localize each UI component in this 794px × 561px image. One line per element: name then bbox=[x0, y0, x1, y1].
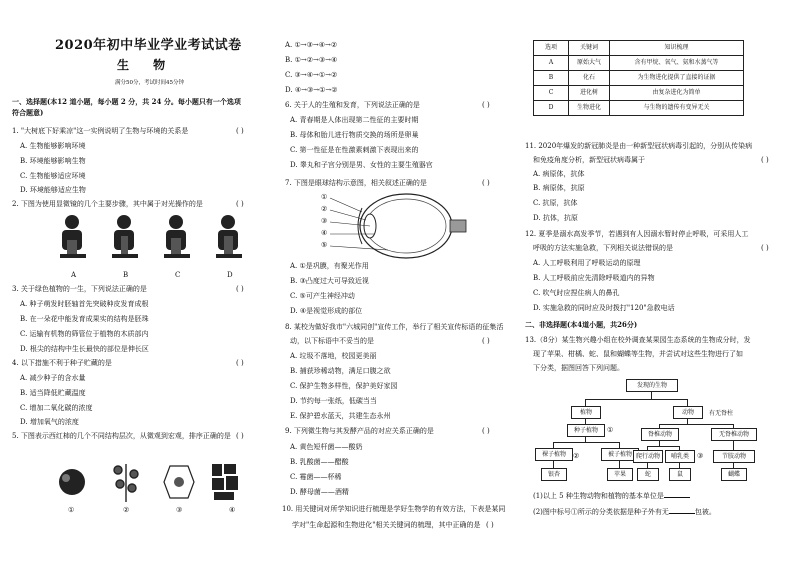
q12-option-d: D. 实施急救的同时应及时拨打"120"急救电话 bbox=[533, 304, 675, 312]
q8-stem-line2: 动，以下标语中不妥当的是 bbox=[290, 337, 374, 345]
eyeball-diagram bbox=[318, 190, 468, 262]
subject-title: 生 物 bbox=[117, 58, 176, 72]
microscope-steps-figure bbox=[58, 212, 248, 268]
q11-option-c: C. 抗原，抗体 bbox=[533, 199, 578, 207]
table-header-option: 选项 bbox=[534, 41, 569, 56]
table-row bbox=[534, 56, 744, 71]
microscope-step-d-image bbox=[216, 215, 242, 258]
microscope-step-a-image bbox=[60, 215, 86, 258]
column-left bbox=[0, 0, 265, 561]
q8-option-c: C. 保护生物多样性，保护美好家园 bbox=[290, 382, 398, 390]
q12-option-c: C. 吹气时应捏住病人的鼻孔 bbox=[533, 289, 620, 297]
microscope-step-b-image bbox=[112, 215, 138, 258]
q4-option-b: B. 适当降低贮藏温度 bbox=[20, 389, 86, 397]
q5-option-a: A. ①→③→④→② bbox=[285, 41, 338, 49]
q13-sub2-tail: 包被。 bbox=[694, 508, 716, 516]
table-cell: 进化树 bbox=[569, 86, 610, 101]
leaf-apple: 苹果 bbox=[607, 468, 633, 481]
table-cell: B bbox=[534, 71, 569, 86]
q13-sub2-text: (2)图中标号①所示的分类依据是种子外有无 bbox=[533, 508, 669, 516]
tomato-cell-image bbox=[212, 464, 238, 500]
q1-option-a: A. 生物能够影响环境 bbox=[20, 142, 86, 150]
q12-option-a: A. 人工呼吸利用了呼吸运动的原理 bbox=[533, 259, 641, 267]
tomato-fruit-image bbox=[59, 469, 85, 495]
q3-option-d: D. 根尖的结构中生长最快的部位是伸长区 bbox=[20, 345, 149, 353]
q10-table bbox=[533, 40, 744, 116]
node-animal: 动物 bbox=[673, 406, 703, 419]
microscope-step-c-image bbox=[164, 215, 190, 258]
node-seed-plant: 种子植物 bbox=[567, 424, 605, 437]
q6-paren: ( ) bbox=[482, 101, 490, 109]
table-row bbox=[534, 71, 744, 86]
q9-paren: ( ) bbox=[482, 427, 490, 435]
table-header-row bbox=[534, 41, 744, 56]
table-cell: 化石 bbox=[569, 71, 610, 86]
table-cell: 由复杂进化为简单 bbox=[610, 86, 744, 101]
q8-option-e: E. 保护碧水蓝天，共建生态永州 bbox=[290, 412, 391, 420]
node-marker-1: ① bbox=[607, 426, 614, 434]
node-marker-2: ② bbox=[573, 452, 580, 460]
q2-label-d: D bbox=[227, 271, 233, 279]
q2-label-a: A bbox=[71, 271, 77, 279]
tomato-levels-figure bbox=[52, 458, 252, 506]
q7-paren: ( ) bbox=[482, 179, 490, 187]
q11-stem-line2: 和免疫角度分析，新型冠状病毒属于 bbox=[533, 156, 645, 164]
node-plant: 植物 bbox=[571, 406, 601, 419]
q6-stem: 6. 关于人的生殖和发育，下列说法正确的是 bbox=[285, 101, 420, 109]
eye-part-2: ② bbox=[321, 205, 328, 213]
q13-stem-line3: 下分类，据图回答下列问题。 bbox=[533, 364, 624, 372]
q3-option-b: B. 在一朵花中能发育成果实的结构是胚珠 bbox=[20, 315, 149, 323]
q9-stem: 9. 下列微生物与其发酵产品的对应关系正确的是 bbox=[285, 427, 434, 435]
q11-option-b: B. 病原体，抗原 bbox=[533, 184, 585, 192]
q13-sub1 bbox=[533, 491, 690, 501]
leaf-mouse: 鼠 bbox=[669, 468, 691, 481]
q2-label-c: C bbox=[175, 271, 181, 279]
q6-option-a: A. 青春期是人体出现第二性征的主要时期 bbox=[290, 116, 419, 124]
q2-stem: 2. 下图为使用显微镜的几个主要步骤，其中属于对光操作的是 bbox=[12, 200, 203, 208]
q5-label-1: ① bbox=[68, 506, 75, 514]
column-right bbox=[523, 0, 794, 561]
q7-option-a: A. ①是巩膜，有聚光作用 bbox=[290, 262, 369, 270]
q11-option-a: A. 病原体，抗体 bbox=[533, 170, 585, 178]
q1-stem: 1. "大树底下好乘凉"这一实例说明了生物与环境的关系是 bbox=[12, 127, 189, 135]
q5-stem: 5. 下图表示西红柿的几个不同结构层次，从微观到宏观，排序正确的是 bbox=[12, 432, 231, 440]
q8-option-d: D. 节约每一张纸，低碳当当 bbox=[290, 397, 377, 405]
q3-option-c: C. 运输有机物的筛管位于植物的木质部内 bbox=[20, 330, 149, 338]
leaf-butterfly: 蝴蝶 bbox=[721, 468, 747, 481]
table-cell: 含有甲烷、氧气、氨和水蒸气等 bbox=[610, 56, 744, 71]
q5-label-2: ② bbox=[123, 506, 130, 514]
q12-option-b: B. 人工呼吸前应先清除呼吸道内的异物 bbox=[533, 274, 655, 282]
q13-stem-line2: 现了苹果、柑橘、蛇、鼠和蝴蝶等生物，并尝试对这些生物进行了如 bbox=[533, 350, 743, 358]
q13-sub1-blank[interactable] bbox=[664, 491, 690, 498]
q5-label-3: ③ bbox=[176, 506, 183, 514]
eye-part-1: ① bbox=[321, 193, 328, 201]
q4-paren: ( ) bbox=[236, 359, 244, 367]
q10-stem-line1: 10. 用关键词对所学知识进行梳理是学好生物学的有效方法，下表是某同 bbox=[282, 505, 506, 513]
q13-stem-line1: 13.（8分）某生物兴趣小组在校外调查某果园生态系统的生物成分时，发 bbox=[525, 336, 751, 344]
q3-stem: 3. 关于绿色植物的一生，下列说法正确的是 bbox=[12, 285, 147, 293]
q8-option-b: B. 捕获珍稀动物，满足口腹之欲 bbox=[290, 367, 391, 375]
q13-sub2 bbox=[533, 507, 716, 517]
node-invertebrate: 无脊椎动物 bbox=[711, 428, 757, 441]
node-gymnosperm: 裸子植物 bbox=[535, 448, 573, 461]
q13-sub1-text: (1)以上 5 种生物动物和植物的基本单位是 bbox=[533, 492, 664, 500]
q4-option-a: A. 减少种子的含水量 bbox=[20, 374, 86, 382]
q6-option-d: D. 睾丸和子宫分别是男、女性的主要生殖器官 bbox=[290, 161, 433, 169]
q7-option-d: D. ④是视觉形成的部位 bbox=[290, 307, 363, 315]
q3-option-a: A. 种子萌发时胚轴首先突破种皮发育成根 bbox=[20, 300, 149, 308]
tomato-tissue-image bbox=[164, 466, 194, 498]
q4-stem: 4. 以下措施不利于种子贮藏的是 bbox=[12, 359, 112, 367]
q7-option-c: C. ⑤可产生神经冲动 bbox=[290, 292, 355, 300]
q12-stem-line1: 12. 夏季是溺水高发季节，若遇到有人因溺水暂时停止呼吸，可采用人工 bbox=[525, 230, 749, 238]
table-row bbox=[534, 86, 744, 101]
q1-option-d: D. 环境能够适应生物 bbox=[20, 186, 86, 194]
q13-sub2-blank[interactable] bbox=[669, 507, 695, 514]
table-cell: C bbox=[534, 86, 569, 101]
eye-part-5: ⑤ bbox=[321, 241, 328, 249]
node-reptile: 爬行动物 bbox=[633, 450, 663, 463]
table-cell: 原始大气 bbox=[569, 56, 610, 71]
node-mammal: 哺乳类 bbox=[665, 450, 695, 463]
q5-option-d: D. ④→③→①→② bbox=[285, 86, 338, 94]
table-cell: 为生物进化提供了直接的证据 bbox=[610, 71, 744, 86]
section2-heading: 二、非选择题(本4道小题，共26分) bbox=[525, 320, 638, 329]
q11-stem-line1: 11. 2020年爆发的新冠肺炎是由一种新型冠状病毒引起的，分别从传染病 bbox=[525, 142, 753, 150]
q1-option-b: B. 环境能够影响生物 bbox=[20, 157, 86, 165]
table-cell: 与生物的遗传有变异无关 bbox=[610, 101, 744, 116]
q3-paren: ( ) bbox=[236, 285, 244, 293]
table-row bbox=[534, 101, 744, 116]
exam-meta: 满分50分，考试时间45分钟 bbox=[115, 80, 184, 86]
column-middle bbox=[268, 0, 520, 561]
table-header-knowledge: 知识梳理 bbox=[610, 41, 744, 56]
q8-option-a: A. 垃圾不落地，校园更美丽 bbox=[290, 352, 377, 360]
table-cell: D bbox=[534, 101, 569, 116]
table-cell: A bbox=[534, 56, 569, 71]
node-root: 发现的生物 bbox=[626, 379, 678, 392]
q1-option-c: C. 生物能够适应环境 bbox=[20, 172, 86, 180]
section1-heading-line1: 一、选择题(本12 道小题，每小题 2 分，共 24 分。每小题只有一个选项 bbox=[12, 97, 241, 106]
node-marker-3: ③ bbox=[697, 452, 704, 460]
section1-heading-line2: 符合题意) bbox=[12, 108, 44, 117]
node-arthropod: 节肢动物 bbox=[713, 450, 755, 463]
q9-option-a: A. 黄色短杆菌——酸奶 bbox=[290, 443, 363, 451]
q6-option-b: B. 母体和胎儿进行物质交换的场所是卵巢 bbox=[290, 131, 419, 139]
q8-paren: ( ) bbox=[482, 337, 490, 345]
q7-option-b: B. ③凸度过大可导致近视 bbox=[290, 277, 369, 285]
q2-label-b: B bbox=[123, 271, 129, 279]
eye-part-4: ④ bbox=[321, 229, 328, 237]
q12-stem-line2: 呼吸的方法实施急救，下列相关说法错误的是 bbox=[533, 244, 673, 252]
q4-option-c: C. 增加二氧化碳的浓度 bbox=[20, 404, 93, 412]
page-title: 2020年初中毕业学业考试试卷 bbox=[55, 38, 242, 53]
q10-stem-line2: 学对"生命起源和生物进化"相关关键词的梳理，其中正确的是 bbox=[292, 521, 481, 529]
q5-option-c: C. ③→④→①→② bbox=[285, 71, 338, 79]
q9-option-b: B. 乳酸菌——醋酸 bbox=[290, 458, 349, 466]
q5-label-4: ④ bbox=[229, 506, 236, 514]
q1-paren: ( ) bbox=[236, 127, 244, 135]
leaf-ginkgo: 银杏 bbox=[541, 468, 567, 481]
q8-stem-line1: 8. 某校为做好我市"六城同创"宣传工作，举行了相关宣传标语的征集活 bbox=[285, 323, 504, 331]
q5-paren: ( ) bbox=[236, 432, 244, 440]
q7-stem: 7. 下图是眼球结构示意图，相关叙述正确的是 bbox=[285, 179, 427, 187]
q9-option-c: C. 霉菌——杯稀 bbox=[290, 473, 342, 481]
node-angiosperm: 被子植物 bbox=[601, 448, 639, 461]
q11-option-d: D. 抗体，抗原 bbox=[533, 214, 578, 222]
table-cell: 生物进化 bbox=[569, 101, 610, 116]
q2-paren: ( ) bbox=[236, 200, 244, 208]
eye-part-3: ③ bbox=[321, 217, 328, 225]
q10-paren: ( ) bbox=[486, 521, 494, 529]
q11-paren: ( ) bbox=[761, 156, 769, 164]
tomato-plant-image bbox=[114, 464, 138, 502]
q5-option-b: B. ①→②→③→④ bbox=[285, 56, 338, 64]
q6-option-c: C. 第一性征是在性激素刺激下表现出来的 bbox=[290, 146, 419, 154]
node-spine-label: 有无脊柱 bbox=[709, 410, 734, 417]
q4-option-d: D. 增加氧气的浓度 bbox=[20, 418, 79, 426]
q9-option-d: D. 酵母菌——酒精 bbox=[290, 488, 349, 496]
table-header-keyword: 关键词 bbox=[569, 41, 610, 56]
node-vertebrate: 脊椎动物 bbox=[641, 428, 679, 441]
leaf-snake: 蛇 bbox=[637, 468, 659, 481]
q12-paren: ( ) bbox=[761, 244, 769, 252]
